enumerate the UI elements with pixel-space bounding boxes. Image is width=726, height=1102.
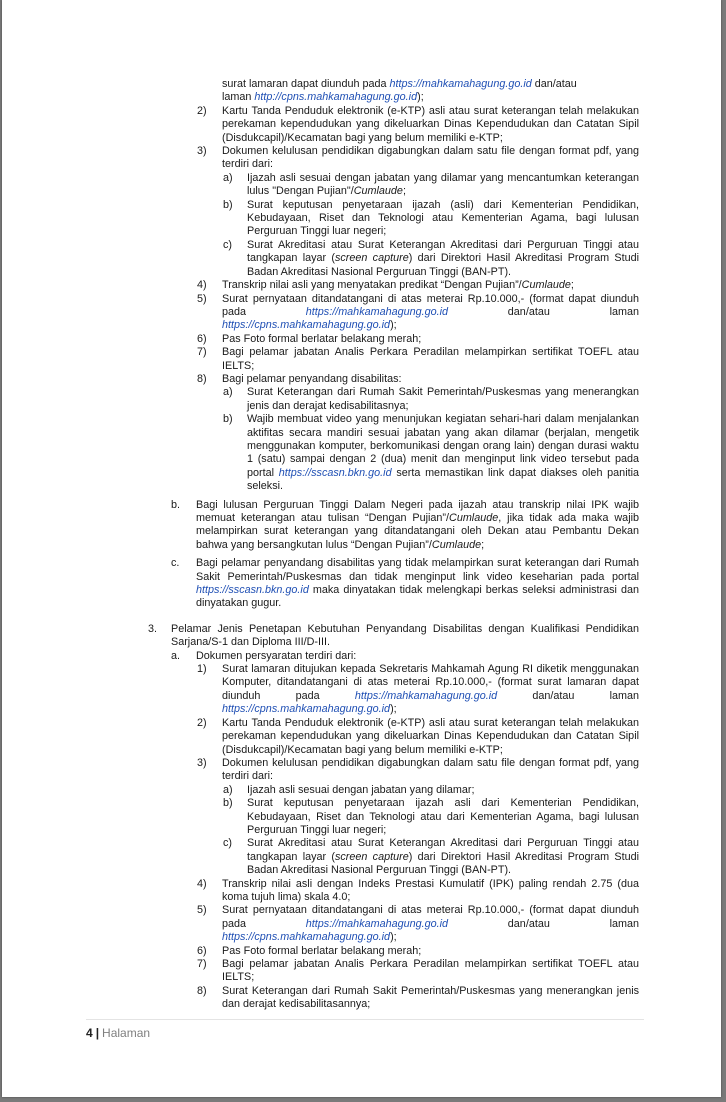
intro-text: surat lamaran dapat diunduh pada bbox=[222, 78, 390, 90]
item-letter: b. bbox=[171, 498, 181, 511]
item-text: Bagi lulusan Perguruan Tinggi Dalam Negeri pada ijazah atau transkrip nilai IPK wajib memuat keterangan atau tulisan “Dengan Pujian”/Cumlaude, jika tidak ada maka wajib melampirkan surat keterangan yang ditandatangani oleh Dekan atau Pembantu Dekan bahwa yang bersangkutan lulus “Dengan Pujian”/Cumlaude; bbox=[196, 498, 639, 551]
item-letter: c. bbox=[171, 557, 180, 570]
section-number: 3. bbox=[148, 622, 158, 635]
sub-list-item bbox=[2, 172, 721, 199]
list-item bbox=[2, 105, 721, 145]
sub-list-item bbox=[2, 239, 721, 279]
item-number: 8) bbox=[197, 984, 207, 997]
sub-list-item bbox=[2, 199, 721, 239]
item-number: 5) bbox=[197, 904, 207, 917]
item-text: Bagi pelamar jabatan Analis Perkara Peradilan melampirkan sertifikat TOEFL atau IELTS; bbox=[222, 346, 639, 372]
link-cpns[interactable]: https://cpns.mahkamahagung.go.id bbox=[222, 931, 391, 944]
item-number: c) bbox=[223, 238, 232, 251]
item-number: b) bbox=[223, 797, 233, 810]
footer-separator: | bbox=[95, 1026, 100, 1040]
item-number: 3) bbox=[197, 145, 207, 158]
page-content bbox=[2, 78, 721, 1012]
item-number: 4) bbox=[197, 279, 207, 292]
list-item bbox=[2, 346, 721, 373]
intro-text-2: laman bbox=[222, 91, 255, 104]
list-item-b bbox=[2, 499, 721, 553]
list-item bbox=[2, 904, 721, 944]
item-number: 1) bbox=[197, 663, 207, 676]
link-sscasn[interactable]: https://sscasn.bkn.go.id bbox=[278, 466, 392, 479]
item-number: 6) bbox=[197, 944, 207, 957]
section-heading: Pelamar Jenis Penetapan Kebutuhan Penyandang Disabilitas dengan Kualifikasi Pendidikan Sarjana/S-1 dan Diploma III/D-III. bbox=[171, 622, 639, 649]
item-text: Transkrip nilai asli yang menyatakan predikat “Dengan Pujian”/Cumlaude; bbox=[222, 279, 574, 292]
link-cpns[interactable]: https://cpns.mahkamahagung.go.id bbox=[222, 703, 391, 716]
item-text: Surat pernyataan ditandatangani di atas meterai Rp.10.000,- (format dapat diunduh pada https://mahkamahagung.go.id dan/atau laman https://cpns.mahkamahagung.go.id); bbox=[222, 292, 639, 332]
item-text: Ijazah asli sesuai dengan jabatan yang dilamar yang mencantumkan keterangan lulus "Dengan Pujian"/Cumlaude; bbox=[247, 171, 639, 198]
item-number: b) bbox=[223, 413, 233, 426]
page-label: Halaman bbox=[102, 1026, 151, 1040]
list-item bbox=[2, 333, 721, 346]
page-footer bbox=[86, 1019, 644, 1040]
link-sscasn[interactable]: https://sscasn.bkn.go.id bbox=[196, 584, 309, 597]
item-text: Surat Akreditasi atau Surat Keterangan Akreditasi dari Perguruan Tinggi atau tangkapan layar (screen capture) dari Direktori Hasil Akreditasi Program Studi Badan Akreditasi Nasional Perguruan Tinggi (BAN-PT). bbox=[247, 837, 639, 877]
link-cpns[interactable]: https://cpns.mahkamahagung.go.id bbox=[222, 319, 391, 332]
item-number: a) bbox=[223, 171, 233, 184]
list-item bbox=[2, 663, 721, 717]
item-number: 6) bbox=[197, 332, 207, 345]
intro-text-2-suffix: ); bbox=[417, 91, 424, 104]
list-item bbox=[2, 279, 721, 292]
document-page bbox=[2, 0, 721, 1097]
item-text: Bagi pelamar penyandang disabilitas yang tidak melampirkan surat keterangan dari Rumah Sakit Pemerintah/Puskesmas dan tidak menginput link video keseharian pada portal https://sscasn.bkn.go.id maka dinyatakan tidak melengkapi berkas seleksi administrasi dan dinyatakan gugur. bbox=[196, 557, 639, 610]
sub-list-item bbox=[2, 413, 721, 493]
sub-list-item bbox=[2, 797, 721, 837]
list-item bbox=[2, 373, 721, 386]
item-number: a) bbox=[223, 386, 233, 399]
list-item bbox=[2, 985, 721, 1012]
item-text: Transkrip nilai asli dengan Indeks Prestasi Kumulatif (IPK) paling rendah 2.75 (dua koma tujuh lima) skala 4.0; bbox=[222, 877, 639, 903]
item-number: 7) bbox=[197, 346, 207, 359]
sub-list-item bbox=[2, 837, 721, 877]
item-number: 7) bbox=[197, 958, 207, 970]
sub-list-item bbox=[2, 386, 721, 413]
list-item bbox=[2, 717, 721, 757]
item-number: 2) bbox=[197, 104, 207, 117]
item-text: Ijazah asli sesuai dengan jabatan yang dilamar; bbox=[247, 783, 475, 796]
list-item bbox=[2, 958, 721, 985]
item-number: 4) bbox=[197, 877, 207, 890]
item-text: Dokumen persyaratan terdiri dari: bbox=[196, 649, 357, 662]
item-text: Dokumen kelulusan pendidikan digabungkan dalam satu file dengan format pdf, yang terdiri dari: bbox=[222, 756, 639, 783]
item-number: b) bbox=[223, 198, 233, 211]
intro-text-suffix: dan/atau bbox=[531, 78, 577, 90]
item-text: Bagi pelamar jabatan Analis Perkara Peradilan melampirkan sertifikat TOEFL atau IELTS; bbox=[222, 958, 639, 984]
item-number: a) bbox=[223, 783, 233, 796]
item-text: Pas Foto formal berlatar belakang merah; bbox=[222, 944, 422, 957]
list-item bbox=[2, 945, 721, 958]
sub-list-item bbox=[2, 784, 721, 797]
item-number: 2) bbox=[197, 716, 207, 729]
list-item bbox=[2, 878, 721, 905]
item-text: Surat pernyataan ditandatangani di atas meterai Rp.10.000,- (format dapat diunduh pada https://mahkamahagung.go.id dan/atau laman https://cpns.mahkamahagung.go.id); bbox=[222, 904, 639, 944]
item-text: Surat Keterangan dari Rumah Sakit Pemerintah/Puskesmas yang menerangkan jenis dan derajat kedisabilitasnya; bbox=[247, 386, 639, 412]
section-3 bbox=[2, 623, 721, 650]
item-text: Surat Akreditasi atau Surat Keterangan Akreditasi dari Perguruan Tinggi atau tangkapan layar (screen capture) dari Direktori Hasil Akreditasi Program Studi Badan Akreditasi Nasional Perguruan Tinggi (BAN-PT). bbox=[247, 238, 639, 278]
list-item bbox=[2, 757, 721, 784]
list-item bbox=[2, 145, 721, 172]
list-item bbox=[2, 293, 721, 333]
item-text: Surat keputusan penyetaraan ijazah asli dari Kementerian Pendidikan, Kebudayaan, Riset dan Teknologi atau dari Kementerian Agama, bagi lulusan Perguruan Tinggi luar negeri; bbox=[247, 797, 639, 836]
link-mahkamahagung[interactable]: https://mahkamahagung.go.id bbox=[305, 917, 449, 930]
list-item-c bbox=[2, 557, 721, 611]
page-number: 4 bbox=[86, 1026, 93, 1040]
item-letter: a. bbox=[171, 649, 181, 662]
item-text: Kartu Tanda Penduduk elektronik (e-KTP) asli atau surat keterangan telah melakukan perekaman kependudukan yang dikeluarkan Dinas Kependudukan dan Catatan Sipil (Disdukcapil)/Kecamatan bagi yang belum memiliki e-KTP; bbox=[222, 104, 639, 144]
item-text: Kartu Tanda Penduduk elektronik (e-KTP) asli atau surat keterangan telah melakukan perekaman kependudukan yang dikeluarkan Dinas Kependudukan dan Catatan Sipil (Disdukcapil)/Kecamatan bagi yang belum memiliki e-KTP; bbox=[222, 716, 639, 756]
item-text: Pas Foto formal berlatar belakang merah; bbox=[222, 332, 422, 345]
item-text: Surat lamaran ditujukan kepada Sekretaris Mahkamah Agung RI diketik menggunakan Komputer, ditandatangani di atas meterai Rp.10.000,- (format surat lamaran dapat diunduh pada https://mahkamahagung.go.id dan/atau laman https://cpns.mahkamahagung.go.id); bbox=[222, 663, 639, 716]
link-mahkamahagung[interactable]: https://mahkamahagung.go.id bbox=[389, 78, 532, 90]
list-item-a bbox=[2, 650, 721, 663]
item-text: Wajib membuat video yang menunjukan kegiatan sehari-hari dalam menjalankan aktifitas secara mandiri sesuai jabatan yang akan dilamar (berjalan, mengetik menggunakan komputer, berkomunikasi dengan orang lain) dengan durasi waktu 1 (satu) sampai dengan 2 (dua) menit dan menginput link video tersebut pada portal https://sscasn.bkn.go.id serta memastikan link dapat diakses oleh panitia seleksi. bbox=[247, 413, 639, 493]
link-cpns[interactable]: http://cpns.mahkamahagung.go.id bbox=[254, 91, 418, 104]
link-mahkamahagung[interactable]: https://mahkamahagung.go.id bbox=[354, 689, 498, 702]
item-text: Surat keputusan penyetaraan ijazah (asli) dari Kementerian Pendidikan, Kebudayaan, Riset dan Teknologi atau Kementerian Agama, bagi lulusan Perguruan Tinggi luar negeri; bbox=[247, 198, 639, 238]
item-number: 5) bbox=[197, 292, 207, 305]
item-number: 8) bbox=[197, 372, 207, 385]
item-text: Surat Keterangan dari Rumah Sakit Pemerintah/Puskesmas yang menerangkan jenis dan derajat kedisabilitasannya; bbox=[222, 984, 639, 1011]
link-mahkamahagung[interactable]: https://mahkamahagung.go.id bbox=[305, 305, 449, 318]
item-number: c) bbox=[223, 837, 232, 850]
item-text: Dokumen kelulusan pendidikan digabungkan dalam satu file dengan format pdf, yang terdiri dari: bbox=[222, 145, 639, 171]
item-text: Bagi pelamar penyandang disabilitas: bbox=[222, 372, 402, 385]
item-number: 3) bbox=[197, 756, 207, 769]
list-item-continuation bbox=[2, 78, 721, 105]
